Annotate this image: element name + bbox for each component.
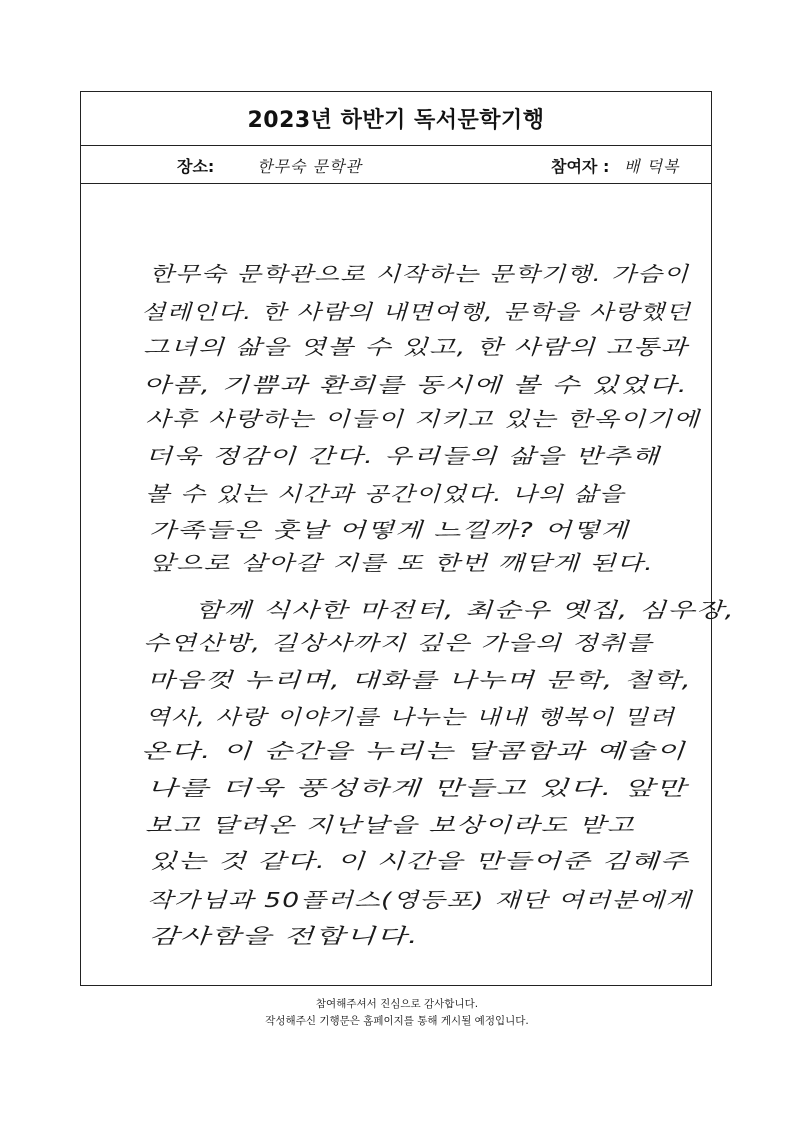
essay-line: 가족들은 훗날 어떻게 느낄까? 어떻게 — [149, 518, 630, 542]
participant-label: 참여자 : — [551, 157, 610, 176]
essay-form — [80, 91, 735, 986]
essay-line: 수연산방, 길상사까지 깊은 가을의 정취를 — [143, 631, 654, 655]
essay-line: 있는 것 같다. 이 시간을 만들어준 김혜주 — [149, 849, 690, 873]
place-label: 장소: — [177, 157, 215, 176]
essay-line: 볼 수 있는 시간과 공간이었다. 나의 삶을 — [145, 482, 625, 506]
essay-line: 사후 사랑하는 이들이 지키고 있는 한옥이기에 — [145, 407, 700, 431]
essay-line: 더욱 정감이 간다. 우리들의 삶을 반추해 — [145, 444, 661, 468]
form-title: 2023년 하반기 독서문학기행 — [247, 108, 545, 133]
footer-notice: 작성해주신 기행문은 홈페이지를 통해 게시될 예정입니다. — [265, 1015, 529, 1027]
essay-line: 한무숙 문학관으로 시작하는 문학기행. 가슴이 — [149, 262, 690, 286]
essay-line: 아픔, 기쁨과 환희를 동시에 볼 수 있었다. — [143, 373, 689, 397]
essay-line: 작가님과 50플러스(영등포) 재단 여러분에게 — [147, 888, 693, 912]
essay-line: 그녀의 삶을 엿볼 수 있고, 한 사람의 고통과 — [143, 335, 688, 359]
essay-line: 감사함을 전합니다. — [149, 924, 420, 948]
essay-line: 온다. 이 순간을 누리는 달콤함과 예술이 — [141, 739, 687, 763]
info-row — [81, 145, 711, 184]
essay-body — [81, 184, 735, 984]
title-row — [81, 92, 711, 146]
essay-line: 함께 식사한 마전터, 최순우 옛집, 심우장, — [195, 598, 735, 622]
essay-line: 보고 달려온 지난날을 보상이라도 받고 — [145, 813, 635, 837]
participant-value: 배 덕복 — [624, 157, 680, 176]
essay-line: 앞으로 살아갈 지를 또 한번 깨닫게 된다. — [149, 551, 654, 575]
footer-thanks: 참여해주셔서 진심으로 감사합니다. — [315, 998, 479, 1010]
place-value: 한무숙 문학관 — [257, 157, 362, 176]
essay-line: 나를 더욱 풍성하게 만들고 있다. 앞만 — [147, 776, 688, 800]
essay-line: 마음껏 누리며, 대화를 나누며 문학, 철학, — [147, 668, 693, 692]
essay-line: 설레인다. 한 사람의 내면여행, 문학을 사랑했던 — [141, 300, 691, 324]
essay-line: 역사, 사랑 이야기를 나누는 내내 행복이 밀려 — [145, 705, 676, 729]
